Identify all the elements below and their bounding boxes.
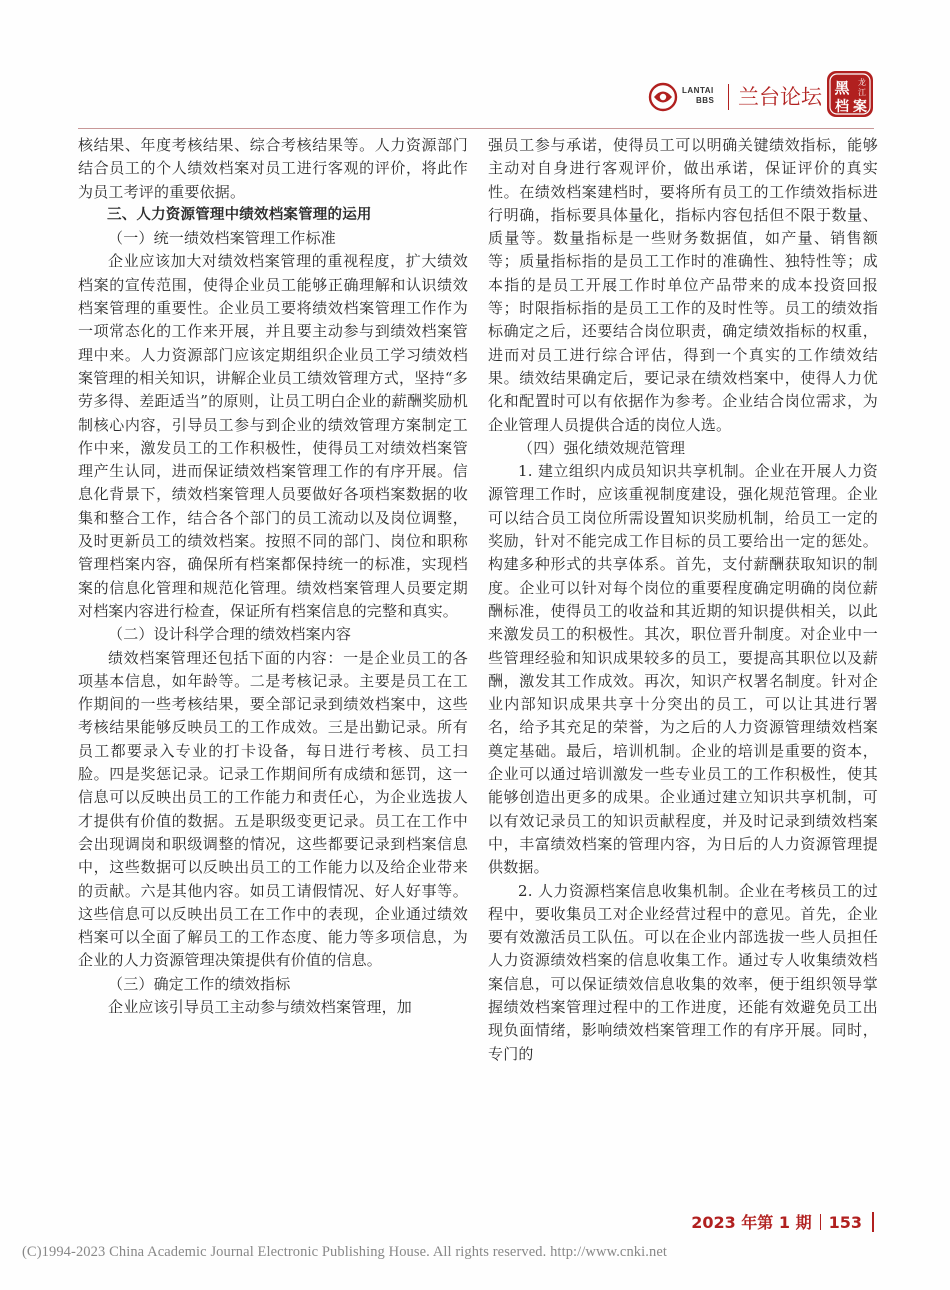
- page-footer: [691, 1212, 874, 1234]
- left-column: [78, 134, 468, 1019]
- header-divider: [728, 84, 729, 110]
- body-paragraph: 绩效档案管理还包括下面的内容：一是企业员工的各项基本信息，如年龄等。二是考核记录。主要是员工在工作期间的一些考核结果，要全部记录到绩效档案中，这些考核结果能够反映员工的工作成效。三是出勤记录。所有员工都要录入专业的打卡设备，每日进行考核、员工扫脸。四是奖惩记录。记录工作期间所有成绩和惩罚，这一信息可以反映出员工的工作能力和责任心，为企业选拔人才提供有价值的数据。五是职级变更记录。员工在工作中会出现调岗和职级调整的情况，这些都要记录到档案信息中，这些数据可以反映出员工的工作能力以及给企业带来的贡献。六是其他内容。如员工请假情况、好人好事等。这些信息可以反映出员工在工作中的表现，企业通过绩效档案可以全面了解员工的工作态度、能力等多项信息，为企业的人力资源管理决策提供有价值的信息。: [78, 648, 468, 970]
- lantai-text: LANTAI: [682, 86, 714, 95]
- body-paragraph: 核结果、年度考核结果、综合考核结果等。人力资源部门结合员工的个人绩效档案对员工进行客观的评价，将此作为员工考评的重要依据。: [78, 136, 468, 201]
- header-rule: [78, 128, 874, 129]
- bbs-text: BBS: [696, 96, 715, 105]
- right-column: [488, 134, 878, 1066]
- section-heading: 三、人力资源管理中绩效档案管理的运用: [107, 206, 372, 223]
- body-paragraph: 企业应该加大对绩效档案管理的重视程度，扩大绩效档案的宣传范围，使得企业员工能够正确理解和认识绩效档案管理的重要性。企业员工要将绩效档案管理工作作为一项常态化的工作来开展，并且要主动参与到绩效档案管理中来。人力资源部门应该定期组织企业员工学习绩效档案管理的相关知识，讲解企业员工绩效管理方式，坚持“多劳多得、差距适当”的原则，让员工明白企业的薪酬奖励机制核心内容，引导员工参与到企业的绩效管理方案制定工作中来，激发员工的工作积极性，使得员工对绩效档案管理产生认同，进而保证绩效档案管理工作的有序开展。信息化背景下，绩效档案管理人员要做好各项档案数据的收集和整合工作，结合各个部门的员工流动以及岗位调整，及时更新员工的绩效档案。按照不同的部门、岗位和职称管理档案内容，确保所有档案都保持统一的标准，实现档案的信息化管理和规范化管理。绩效档案管理人员要定期对档案内容进行检查，保证所有档案信息的完整和真实。: [78, 252, 468, 620]
- body-paragraph: 企业应该引导员工主动参与绩效档案管理，加: [108, 997, 413, 1016]
- footer-separator: [820, 1214, 821, 1230]
- svg-text:档: 档: [835, 99, 849, 115]
- body-paragraph: 2. 人力资源档案信息收集机制。企业在考核员工的过程中，要收集员工对企业经营过程中的意见。首先，企业要有效激活员工队伍。可以在企业内部选拔一些人员担任人力资源绩效档案的信息收集工作。通过专人收集绩效档案信息，可以保证绩效信息收集的效率，便于组织领导掌握绩效档案管理过程中的工作进度，还能有效避免员工出现负面情绪，影响绩效档案管理工作的有序开展。同时，专门的: [488, 881, 878, 1063]
- site-name: 兰台论坛: [738, 85, 822, 109]
- copyright-line: (C)1994-2023 China Academic Journal Electronic Publishing House. All rights reserved. http://www.cnki.net: [22, 1244, 668, 1260]
- body-paragraph: 1. 建立组织内成员知识共享机制。企业在开展人力资源管理工作时，应该重视制度建设，强化规范管理。企业可以结合员工岗位所需设置知识奖励机制，给员工一定的奖励，针对不能完成工作目标的员工要给出一定的惩处。构建多种形式的共享体系。首先，支付薪酬获取知识的制度。企业可以针对每个岗位的重要程度确定明确的岗位薪酬标准，使得员工的收益和其近期的知识提供相关，以此来激发员工的积极性。其次，职位晋升制度。对企业中一些管理经验和知识成果较多的员工，要提高其职位以及薪酬，激发其工作成效。再次，知识产权署名制度。针对企业内部知识成果共享十分突出的员工，可以让其进行署名，给予其充足的荣誉，为之后的人力资源管理绩效档案奠定基础。最后，培训机制。企业的培训是重要的资本，企业可以通过培训激发一些专业员工的工作积极性，使其能够创造出更多的成果。企业通过建立知识共享机制，可以有效记录员工的知识贡献程度，并及时记录到绩效档案中，丰富绩效档案的管理内容，为日后的人力资源管理提供数据。: [488, 462, 878, 877]
- page-number: 153: [828, 1213, 862, 1232]
- page-header: [0, 0, 950, 132]
- subsection-heading: （三）确定工作的绩效指标: [108, 974, 291, 993]
- heilongjiang-archives-seal-icon: [826, 70, 874, 118]
- svg-text:龙: 龙: [858, 78, 866, 87]
- subsection-heading: （二）设计科学合理的绩效档案内容: [108, 625, 352, 644]
- svg-text:江: 江: [858, 88, 866, 97]
- subsection-heading: （四）强化绩效规范管理: [518, 438, 686, 457]
- svg-text:黑: 黑: [834, 79, 850, 97]
- issue-label: 2023 年第 1 期: [691, 1213, 812, 1232]
- footer-bar: [872, 1212, 874, 1232]
- lantai-bbs-wordmark: [682, 86, 714, 106]
- svg-text:案: 案: [853, 99, 867, 115]
- lantai-emblem-icon: [648, 82, 678, 112]
- subsection-heading: （一）统一绩效档案管理工作标准: [108, 229, 337, 248]
- body-paragraph: 强员工参与承诺，使得员工可以明确关键绩效指标，能够主动对自身进行客观评价，做出承诺，保证评价的真实性。在绩效档案建档时，要将所有员工的工作绩效指标进行明确，指标要具体量化，指标内容包括但不限于数量、质量等。数量指标是一些财务数据值，如产量、销售额等；质量指标指的是员工工作时的准确性、独特性等；成本指的是员工开展工作时单位产品带来的成本投资回报等；时限指标指的是员工工作的及时性等。员工的绩效指标确定之后，还要结合岗位职责，确定绩效指标的权重，进而对员工进行综合评估，得到一个真实的工作绩效结果。绩效结果确定后，要记录在绩效档案中，使得人力优化和配置时可以有依据作为参考。企业结合岗位需求，为企业管理人员提供合适的岗位人选。: [488, 136, 878, 434]
